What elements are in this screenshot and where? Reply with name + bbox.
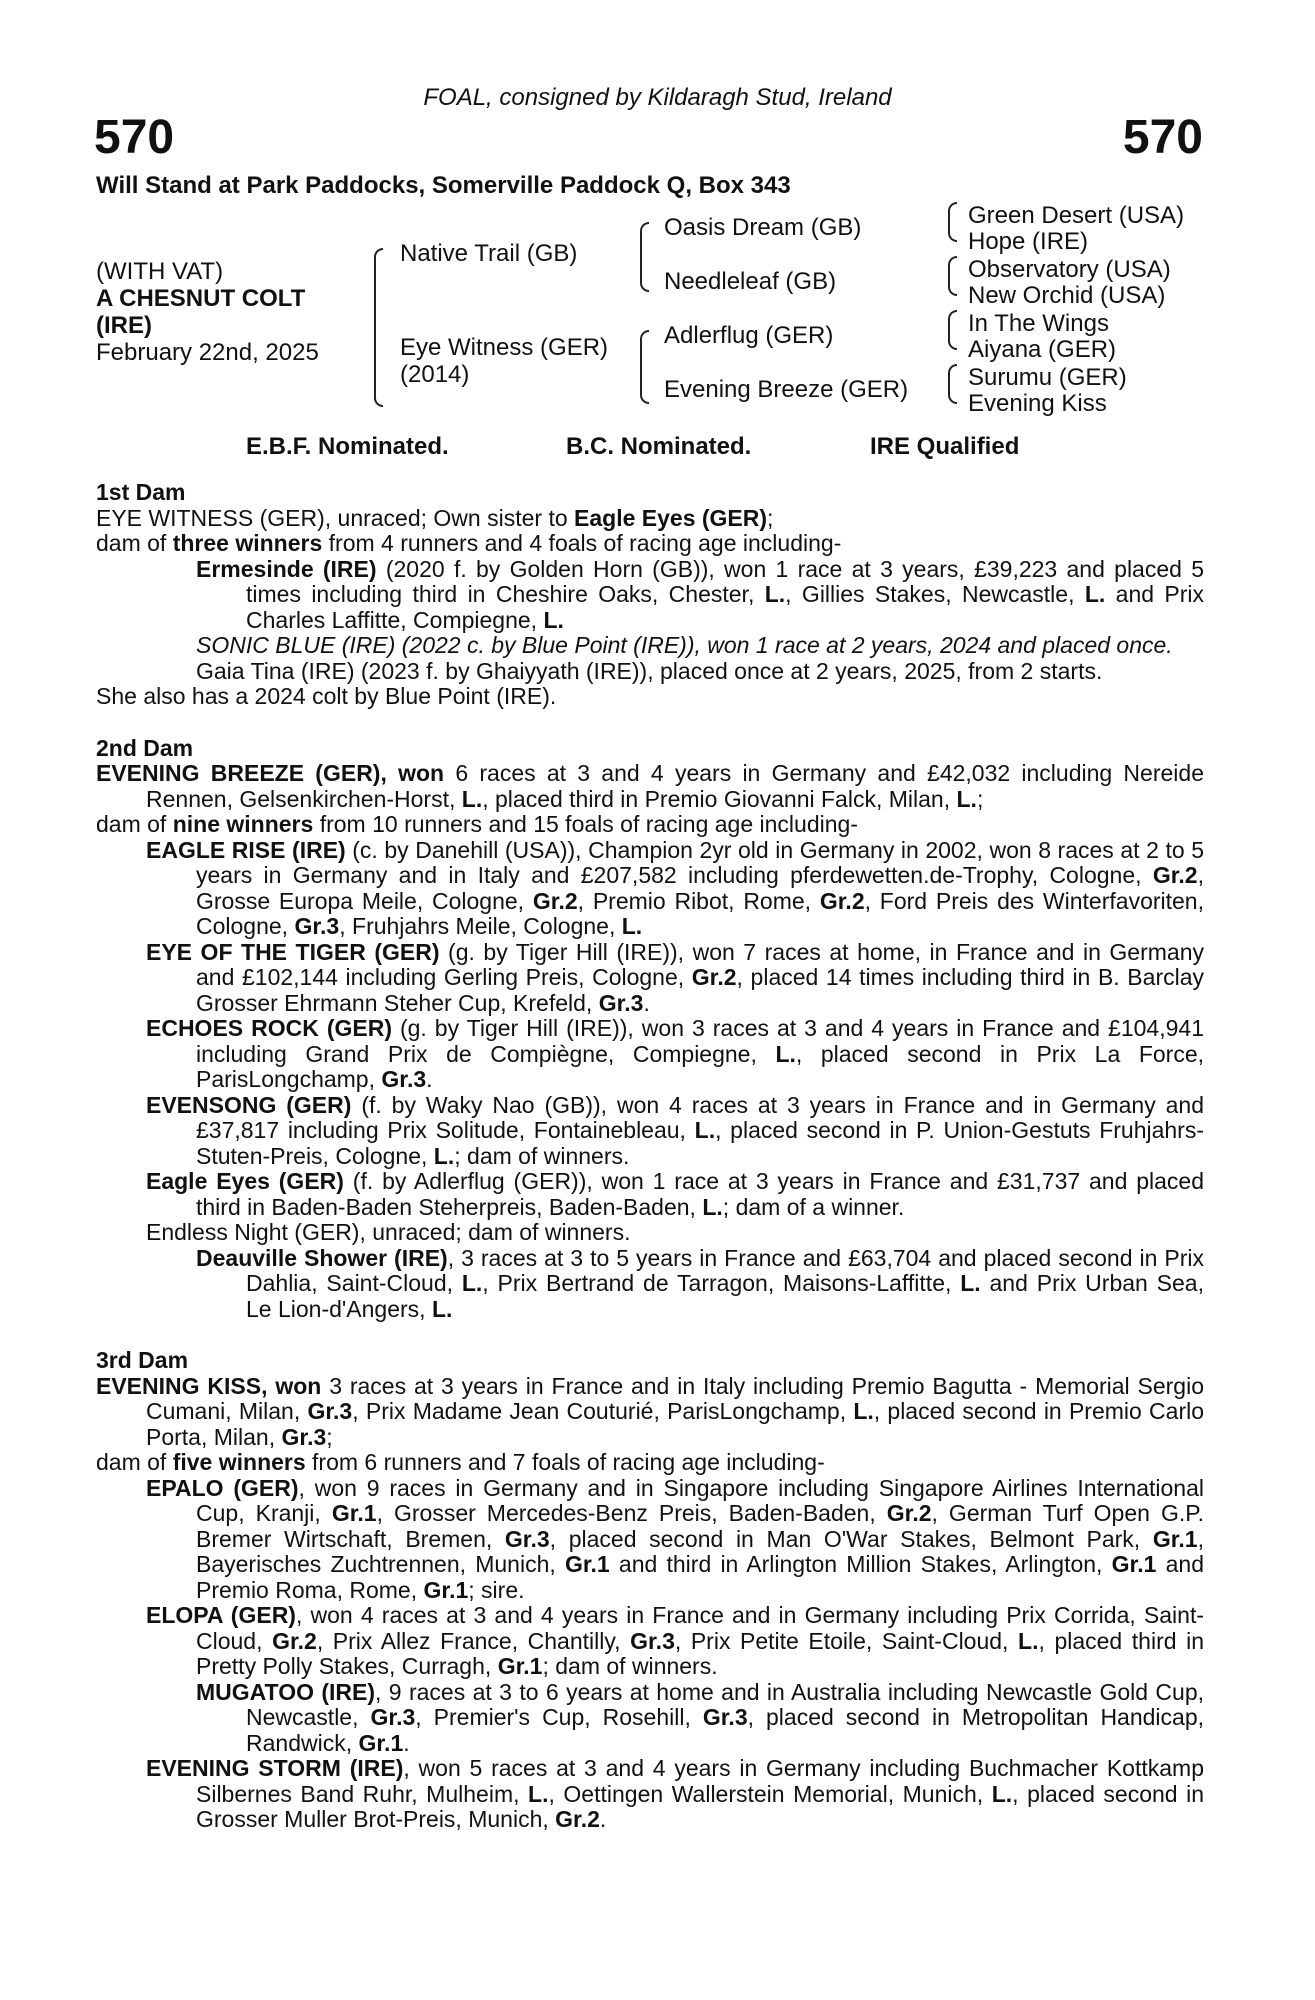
produce-ermesinde: Ermesinde (IRE) (2020 f. by Golden Horn (GB)), won 1 race at 3 years, £39,223 and placed 5 times including third in Cheshire Oaks, Chester, L., Gillies Stakes, Newcastle, L. and Prix Charles Laffitte, Compiegne, L.	[196, 555, 1205, 633]
vat-label: (WITH VAT)	[96, 258, 224, 285]
stand-location: Will Stand at Park Paddocks, Somerville Paddock Q, Box 343	[96, 172, 791, 199]
dds: Surumu (GER)	[968, 364, 1127, 391]
ire-qualified: IRE Qualified	[870, 433, 1020, 460]
produce-deauville-shower: Deauville Shower (IRE), 3 races at 3 to 5 years in France and £63,704 and placed second in Prix Dahlia, Saint-Cloud, L., Prix Bertrand de Tarragon, Maisons-Laffitte, L. and Prix Urban Sea, Le Lion-d'Angers, L.	[196, 1244, 1204, 1322]
horse-info	[96, 258, 366, 366]
lot-number-left: 570	[94, 111, 175, 164]
produce-eagle-eyes: Eagle Eyes (GER) (f. by Adlerflug (GER)), won 1 race at 3 years in France and £31,737 and placed third in Baden-Baden Steherpreis, Baden-Baden, L.; dam of a winner.	[146, 1168, 1204, 1220]
sire-dam: Needleleaf (GB)	[664, 268, 837, 295]
produce-eye-of-the-tiger: EYE OF THE TIGER (GER) (g. by Tiger Hill (IRE)), won 7 races at home, in France and in Germany and £102,144 including Gerling Preis, Cologne, Gr.2, placed 14 times including third in B. Barclay Grosser Ehrmann Steher Cup, Krefeld, Gr.3.	[146, 938, 1204, 1016]
dsd: Aiyana (GER)	[968, 336, 1117, 363]
dam3-heading: 3rd Dam	[96, 1347, 189, 1373]
ssd: Hope (IRE)	[968, 228, 1089, 255]
produce-evensong: EVENSONG (GER) (f. by Waky Nao (GB)), won 4 races at 3 years in France and in Germany and £37,817 including Prix Solitude, Fontainebleau, L., placed second in P. Union-Gestuts Fruhjahrs-Stuten-Preis, Cologne, L.; dam of winners.	[146, 1091, 1204, 1169]
produce-endless-night: Endless Night (GER), unraced; dam of winners.	[146, 1219, 631, 1245]
brace-ds	[948, 310, 957, 350]
dss: In The Wings	[968, 310, 1109, 337]
dam3-line: EVENING KISS, won 3 races at 3 years in France and in Italy including Premio Bagutta - Memorial Sergio Cumani, Milan, Gr.3, Prix Madame Jean Couturié, ParisLongchamp, L., placed second in Premio Carlo Porta, Milan, Gr.3;	[96, 1372, 1204, 1450]
brace-dd	[948, 364, 957, 404]
produce-mugatoo: MUGATOO (IRE), 9 races at 3 to 6 years at home and in Australia including Newcastle Gold Cup, Newcastle, Gr.3, Premier's Cup, Rosehill, Gr.3, placed second in Metropolitan Handicap, Randwick, Gr.1.	[196, 1678, 1205, 1756]
dam-year: (2014)	[400, 361, 470, 388]
dam1-heading: 1st Dam	[96, 479, 186, 505]
pedigree-brace-sire	[640, 222, 649, 292]
produce-evening-storm: EVENING STORM (IRE), won 5 races at 3 and 4 years in Germany including Buchmacher Kottkamp Silbernes Band Ruhr, Mulheim, L., Oettingen Wallerstein Memorial, Munich, L., placed second in Grosser Muller Brot-Preis, Munich, Gr.2.	[146, 1755, 1205, 1832]
sire-sire: Oasis Dream (GB)	[664, 214, 862, 241]
lot-number-right: 570	[1122, 111, 1203, 164]
brace-ss	[948, 202, 957, 242]
dam2-produce-summary: dam of nine winners from 10 runners and 15 foals of racing age including-	[96, 811, 858, 837]
produce-echoes-rock: ECHOES ROCK (GER) (g. by Tiger Hill (IRE)), won 3 races at 3 and 4 years in France and £104,941 including Grand Prix de Compiègne, Compiegne, L., placed second in Prix La Force, ParisLongchamp, Gr.3.	[146, 1015, 1204, 1092]
dam1-produce-summary: dam of three winners from 4 runners and 4 foals of racing age including-	[96, 530, 842, 556]
dam3-produce-summary: dam of five winners from 6 runners and 7 foals of racing age including-	[96, 1449, 825, 1475]
catalogue-body	[96, 480, 1204, 1833]
sire: Native Trail (GB)	[400, 240, 578, 267]
sss: Green Desert (USA)	[968, 202, 1185, 229]
dam: Eye Witness (GER)	[400, 334, 609, 361]
dam2-heading: 2nd Dam	[96, 734, 194, 761]
dam-sire: Adlerflug (GER)	[664, 322, 834, 349]
produce-epalo: EPALO (GER), won 9 races in Germany and in Singapore including Singapore Airlines International Cup, Kranji, Gr.1, Grosser Mercedes-Benz Preis, Baden-Baden, Gr.2, German Turf Open G.P. Bremer Wirtschaft, Bremen, Gr.3, placed second in Man O'War Stakes, Belmont Park, Gr.1, Bayerisches Zuchtrennen, Munich, Gr.1 and third in Arlington Million Stakes, Arlington, Gr.1 and Premio Roma, Rome, Gr.1; sire.	[146, 1474, 1205, 1603]
produce-sonic-blue: SONIC BLUE (IRE) (2022 c. by Blue Point (IRE)), won 1 race at 2 years, 2024 and placed once.	[196, 632, 1173, 658]
produce-2024-colt: She also has a 2024 colt by Blue Point (IRE).	[96, 683, 557, 709]
dam2-line: EVENING BREEZE (GER), won 6 races at 3 and 4 years in Germany and £42,032 including Nereide Rennen, Gelsenkirchen-Horst, L., placed third in Premio Giovanni Falck, Milan, L.;	[96, 760, 1204, 812]
dam1-line: EYE WITNESS (GER), unraced; Own sister to Eagle Eyes (GER);	[96, 504, 774, 531]
bc-nominated: B.C. Nominated.	[566, 433, 752, 460]
horse-name: A CHESNUT COLT (IRE)	[96, 285, 306, 339]
consignor-line: FOAL, consigned by Kildaragh Stud, Ireland	[423, 84, 892, 111]
brace-sd	[948, 256, 957, 296]
sds: Observatory (USA)	[968, 256, 1171, 283]
dam-dam: Evening Breeze (GER)	[664, 376, 909, 403]
foaling-date: February 22nd, 2025	[96, 339, 319, 366]
produce-eagle-rise: EAGLE RISE (IRE) (c. by Danehill (USA)), Champion 2yr old in Germany in 2002, won 8 races at 2 to 5 years in Germany and in Italy and £207,582 including pferdewetten.de-Trophy, Cologne, Gr.2, Grosse Europa Meile, Cologne, Gr.2, Premio Ribot, Rome, Gr.2, Ford Preis des Winterfavoriten, Cologne, Gr.3, Fruhjahrs Meile, Cologne, L.	[146, 836, 1204, 939]
ebf-nominated: E.B.F. Nominated.	[246, 433, 449, 460]
ddd: Evening Kiss	[968, 390, 1107, 417]
pedigree-brace-dam	[640, 330, 649, 404]
produce-elopa: ELOPA (GER), won 4 races at 3 and 4 years in France and in Germany including Prix Corrida, Saint-Cloud, Gr.2, Prix Allez France, Chantilly, Gr.3, Prix Petite Etoile, Saint-Cloud, L., placed third in Pretty Polly Stakes, Curragh, Gr.1; dam of winners.	[146, 1602, 1204, 1679]
sdd: New Orchid (USA)	[968, 282, 1166, 309]
produce-gaia-tina: Gaia Tina (IRE) (2023 f. by Ghaiyyath (IRE)), placed once at 2 years, 2025, from 2 starts.	[196, 657, 1103, 684]
pedigree-brace-main	[374, 248, 383, 407]
